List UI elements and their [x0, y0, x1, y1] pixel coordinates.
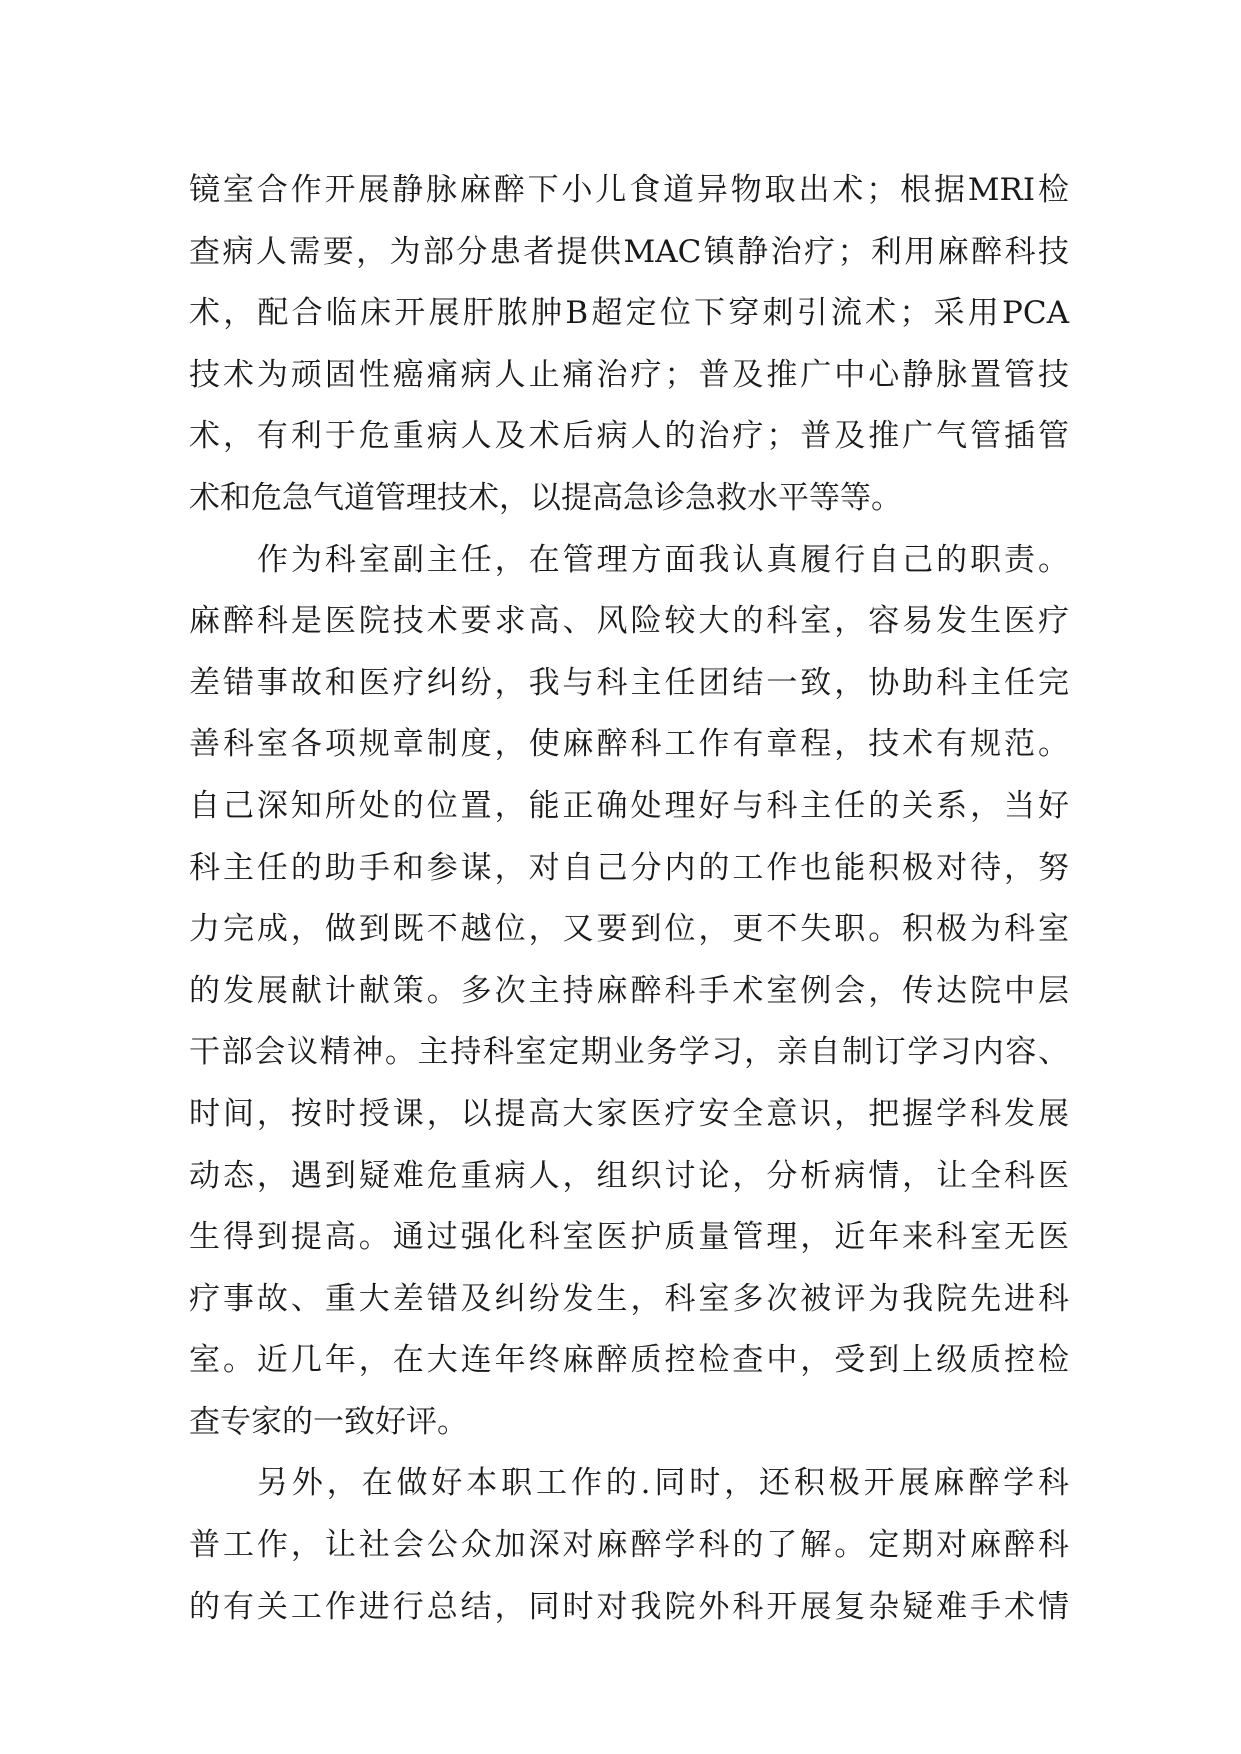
- paragraph-2-line-9: 干部会议精神。主持科室定期业务学习，亲自制订学习内容、: [189, 1034, 1069, 1071]
- document-body: [189, 160, 1069, 1638]
- paragraph-2-line-5: 自己深知所处的位置，能正确处理好与科主任的关系，当好: [189, 787, 1069, 824]
- paragraph-2-line-10: 时间，按时授课，以提高大家医疗安全意识，把握学科发展: [189, 1095, 1069, 1132]
- paragraph-2-line-8: 的发展献计献策。多次主持麻醉科手术室例会，传达院中层: [189, 972, 1069, 1009]
- paragraph-2-line-2: 麻醉科是医院技术要求高、风险较大的科室，容易发生医疗: [189, 603, 1069, 640]
- paragraph-2-line-7: 力完成，做到既不越位，又要到位，更不失职。积极为科室: [189, 911, 1069, 948]
- paragraph-1-line-3: 术，配合临床开展肝脓肿B超定位下穿刺引流术；采用PCA: [189, 295, 1069, 332]
- paragraph-2-line-15: 查专家的一致好评。: [189, 1403, 468, 1440]
- paragraph-2-line-3: 差错事故和医疗纠纷，我与科主任团结一致，协助科主任完: [189, 664, 1069, 701]
- paragraph-2-line-13: 疗事故、重大差错及纠纷发生，科室多次被评为我院先进科: [189, 1280, 1069, 1317]
- paragraph-1-line-2: 查病人需要，为部分患者提供MAC镇静治疗；利用麻醉科技: [189, 233, 1069, 270]
- paragraph-1-line-1: 镜室合作开展静脉麻醉下小儿食道异物取出术；根据MRI检: [189, 172, 1069, 208]
- paragraph-2-line-14: 室。近几年，在大连年终麻醉质控检查中，受到上级质控检: [189, 1342, 1069, 1379]
- paragraph-2-line-6: 科主任的助手和参谋，对自己分内的工作也能积极对待，努: [189, 849, 1069, 886]
- paragraph-3-line-2: 普工作，让社会公众加深对麻醉学科的了解。定期对麻醉科: [189, 1527, 1069, 1564]
- paragraph-3-line-3: 的有关工作进行总结，同时对我院外科开展复杂疑难手术情: [189, 1588, 1069, 1625]
- paragraph-1-line-6: 术和危急气道管理技术，以提高急诊急救水平等等。: [189, 479, 902, 516]
- paragraph-2-line-1: 作为科室副主任，在管理方面我认真履行自己的职责。: [257, 541, 1069, 578]
- paragraph-2-line-11: 动态，遇到疑难危重病人，组织讨论，分析病情，让全科医: [189, 1157, 1069, 1194]
- paragraph-2-line-4: 善科室各项规章制度，使麻醉科工作有章程，技术有规范。: [189, 726, 1069, 763]
- paragraph-2-line-12: 生得到提高。通过强化科室医护质量管理，近年来科室无医: [189, 1219, 1069, 1256]
- paragraph-1-line-5: 术，有利于危重病人及术后病人的治疗；普及推广气管插管: [189, 418, 1069, 455]
- paragraph-1-line-4: 技术为顽固性癌痛病人止痛治疗；普及推广中心静脉置管技: [189, 356, 1069, 393]
- paragraph-3-line-1: 另外，在做好本职工作的.同时，还积极开展麻醉学科: [257, 1465, 1069, 1502]
